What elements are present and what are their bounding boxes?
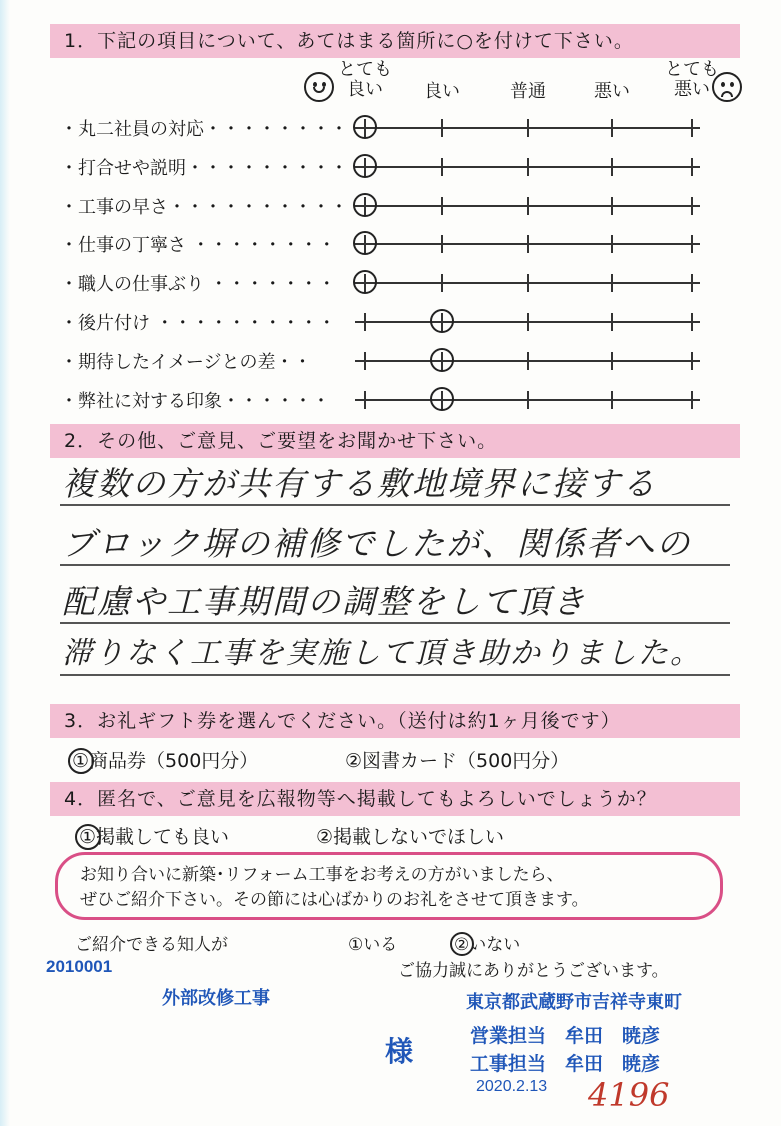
- selected-circle-mark: [68, 748, 94, 774]
- scale-label-3: 悪い: [594, 81, 630, 102]
- selected-circle-mark: [75, 824, 101, 850]
- scale-tick[interactable]: [611, 197, 613, 215]
- scale-tick[interactable]: [691, 235, 693, 253]
- scale-tick[interactable]: [441, 119, 443, 137]
- scale-tick[interactable]: [691, 352, 693, 370]
- scale-tick[interactable]: [441, 235, 443, 253]
- company-address: 東京都武蔵野市吉祥寺東町: [466, 992, 682, 1012]
- rating-circle-mark: [353, 270, 377, 294]
- rating-scale-2[interactable]: [355, 205, 700, 207]
- rating-circle-mark: [353, 154, 377, 178]
- scale-tick[interactable]: [611, 313, 613, 331]
- rating-scale-5[interactable]: [355, 321, 700, 323]
- scale-tick[interactable]: [364, 391, 366, 409]
- rating-scale-1[interactable]: [355, 166, 700, 168]
- construction-rep: 工事担当 牟田 暁彦: [470, 1054, 661, 1075]
- handwritten-comment-line: 滞りなく工事を実施して頂き助かりました。: [62, 636, 702, 671]
- rating-scale-7[interactable]: [355, 399, 700, 401]
- rating-circle-mark: [353, 231, 377, 255]
- scale-tick[interactable]: [611, 391, 613, 409]
- scale-label-2: 普通: [510, 81, 546, 102]
- referral-option-2[interactable]: ②いない: [450, 930, 520, 957]
- referral-question: ご紹介できる知人が: [75, 935, 228, 955]
- section2-header: 2．その他、ご意見、ご要望をお聞かせ下さい。: [50, 424, 740, 458]
- scale-tick[interactable]: [527, 274, 529, 292]
- question-label-6: ・期待したイメージとの差・・: [60, 351, 312, 373]
- rating-scale-3[interactable]: [355, 243, 700, 245]
- scale-tick[interactable]: [441, 197, 443, 215]
- question-label-7: ・弊社に対する印象・・・・・・: [60, 390, 330, 412]
- scale-tick[interactable]: [527, 352, 529, 370]
- scale-tick[interactable]: [691, 391, 693, 409]
- rating-scale-6[interactable]: [355, 360, 700, 362]
- work-type: 外部改修工事: [162, 988, 270, 1008]
- writing-line: [60, 564, 730, 566]
- section1-header: 1．下記の項目について、あてはまる箇所に○を付けて下さい。: [50, 24, 740, 58]
- scale-tick[interactable]: [527, 158, 529, 176]
- referral-box: [55, 852, 723, 920]
- rating-circle-mark: [430, 387, 454, 411]
- scale-label-1: 良い: [424, 81, 460, 102]
- scale-tick[interactable]: [691, 274, 693, 292]
- selected-circle-mark: [450, 932, 474, 956]
- rating-circle-mark: [430, 348, 454, 372]
- section4-header: 4．匿名で、ご意見を広報物等へ掲載してもよろしいでしょうか？: [50, 782, 740, 816]
- handwritten-comment-line: 複数の方が共有する敷地境界に接する: [62, 464, 657, 503]
- publish-option-1[interactable]: ①掲載しても良い: [75, 822, 229, 851]
- question-label-2: ・工事の早さ・・・・・・・・・・: [60, 196, 348, 218]
- rating-circle-mark: [353, 115, 377, 139]
- scale-tick[interactable]: [364, 313, 366, 331]
- sales-rep: 営業担当 牟田 暁彦: [470, 1026, 661, 1047]
- handwritten-number: 4196: [588, 1076, 670, 1114]
- publish-option-2[interactable]: ②掲載しないでほしい: [316, 826, 505, 848]
- scale-tick[interactable]: [611, 274, 613, 292]
- left-edge-tint: [0, 0, 10, 1126]
- scale-tick[interactable]: [611, 235, 613, 253]
- scale-tick[interactable]: [691, 313, 693, 331]
- scale-label-4: とても 悪い: [665, 59, 719, 100]
- scale-tick[interactable]: [611, 352, 613, 370]
- customer-code: 2010001: [46, 957, 113, 976]
- survey-date: 2020.2.13: [476, 1078, 548, 1095]
- referral-option-1[interactable]: ①いる: [348, 935, 398, 955]
- gift-option-2[interactable]: ②図書カード（500円分）: [345, 750, 570, 772]
- question-label-4: ・職人の仕事ぶり ・・・・・・・: [60, 274, 336, 296]
- writing-line: [60, 504, 730, 506]
- question-label-3: ・仕事の丁寧さ ・・・・・・・・: [60, 235, 336, 257]
- thanks-text: ご協力誠にありがとうございます。: [398, 961, 669, 981]
- rating-scale-4[interactable]: [355, 282, 700, 284]
- scale-tick[interactable]: [527, 313, 529, 331]
- scale-label-0: とても 良い: [338, 59, 392, 100]
- section3-header: 3．お礼ギフト券を選んでください。（送付は約1ヶ月後です）: [50, 704, 740, 738]
- scale-tick[interactable]: [691, 158, 693, 176]
- writing-line: [60, 674, 730, 676]
- scale-tick[interactable]: [364, 352, 366, 370]
- scale-tick[interactable]: [527, 119, 529, 137]
- rating-circle-mark: [430, 309, 454, 333]
- scale-tick[interactable]: [527, 235, 529, 253]
- scale-tick[interactable]: [527, 391, 529, 409]
- rating-circle-mark: [353, 193, 377, 217]
- handwritten-comment-line: ブロック塀の補修でしたが、関係者への: [62, 524, 692, 563]
- gift-option-1[interactable]: ①商品券（500円分）: [68, 746, 258, 775]
- referral-line-1: お知り合いに新築･リフォーム工事をお考えの方がいましたら、: [80, 865, 564, 885]
- scale-tick[interactable]: [441, 274, 443, 292]
- scale-tick[interactable]: [691, 197, 693, 215]
- scale-tick[interactable]: [611, 158, 613, 176]
- scale-tick[interactable]: [527, 197, 529, 215]
- question-label-1: ・打合せや説明・・・・・・・・・: [60, 157, 348, 179]
- referral-line-2: ぜひご紹介下さい。その節には心ばかりのお礼をさせて頂きます。: [80, 890, 589, 910]
- question-label-5: ・後片付け ・・・・・・・・・・: [60, 313, 336, 334]
- writing-line: [60, 622, 730, 624]
- handwritten-comment-line: 配慮や工事期間の調整をして頂き: [62, 582, 587, 621]
- scale-tick[interactable]: [691, 119, 693, 137]
- scale-tick[interactable]: [611, 119, 613, 137]
- question-label-0: ・丸二社員の対応・・・・・・・・: [60, 119, 348, 140]
- scale-tick[interactable]: [441, 158, 443, 176]
- honorific: 様: [385, 1035, 414, 1068]
- rating-scale-0[interactable]: [355, 127, 700, 129]
